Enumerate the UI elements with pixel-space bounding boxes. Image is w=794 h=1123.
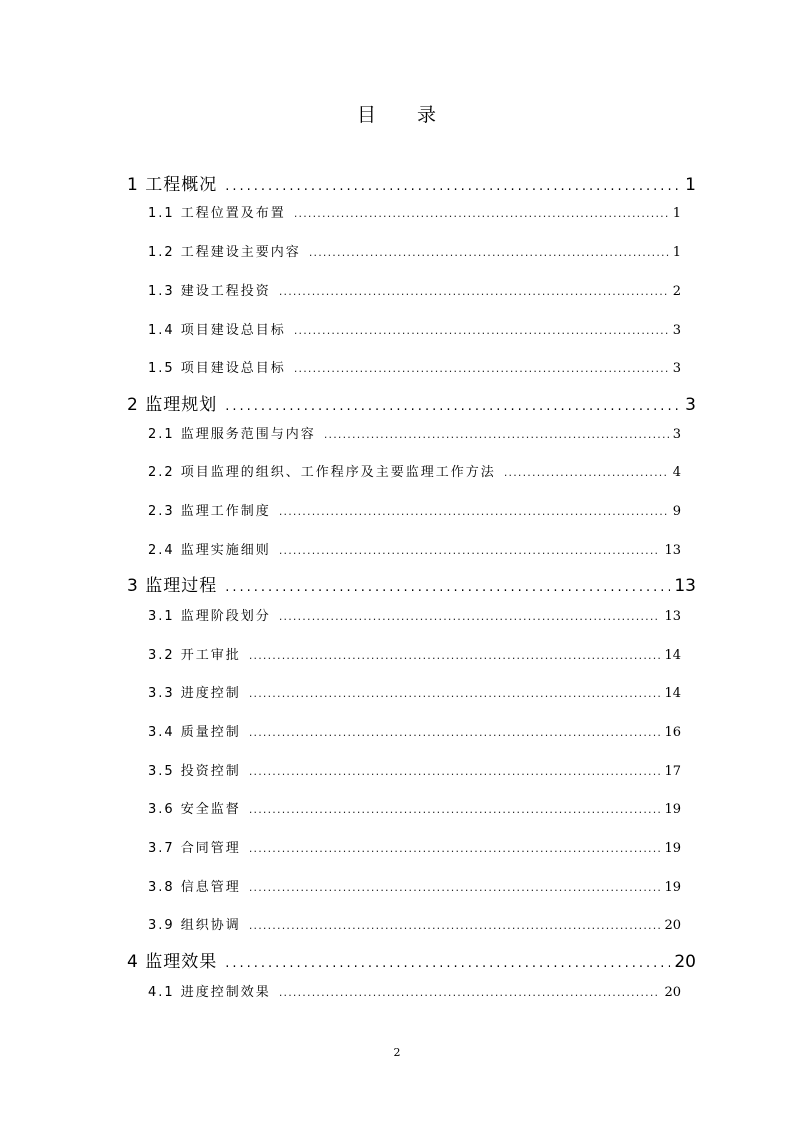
- toc-entry[interactable]: [148, 280, 681, 299]
- toc-entry[interactable]: [148, 319, 681, 338]
- toc-label: 2.3 监理工作制度: [148, 504, 271, 519]
- toc-label: 1.2 工程建设主要内容: [148, 245, 301, 260]
- toc-label: 1.3 建设工程投资: [148, 284, 271, 299]
- toc-page-number: 17: [664, 764, 681, 779]
- toc-label: 1.5 项目建设总目标: [148, 361, 286, 376]
- toc-label: 1.1 工程位置及布置: [148, 206, 286, 221]
- toc-page-number: 13: [664, 609, 681, 624]
- toc-page-number: 20: [674, 952, 696, 972]
- toc-entry[interactable]: [148, 721, 681, 740]
- toc-leader: [225, 956, 670, 971]
- toc-page-number: 19: [664, 880, 681, 895]
- toc-page-number: 14: [664, 686, 681, 701]
- toc-leader: [504, 466, 669, 479]
- toc-leader: [249, 765, 661, 778]
- toc-entry[interactable]: [148, 539, 681, 558]
- toc-page-number: 20: [664, 918, 681, 933]
- toc-label: 2 监理规划: [127, 395, 218, 415]
- toc-leader: [249, 687, 661, 700]
- toc-leader: [324, 428, 669, 441]
- toc-leader: [249, 649, 661, 662]
- toc-label: 3.5 投资控制: [148, 764, 241, 779]
- toc-page-number: 1: [672, 245, 681, 260]
- toc-page-number: 16: [664, 725, 681, 740]
- toc-entry[interactable]: [127, 390, 696, 415]
- toc-leader: [249, 726, 661, 739]
- toc-label: 4 监理效果: [127, 952, 218, 972]
- title-char-1: 目: [356, 104, 377, 126]
- toc-leader: [294, 324, 669, 337]
- toc-entry[interactable]: [148, 798, 681, 817]
- toc-entry[interactable]: [148, 461, 681, 480]
- toc-entry[interactable]: [148, 876, 681, 895]
- toc-page-number: 4: [672, 465, 681, 480]
- page-number-footer: 2: [393, 1046, 401, 1059]
- toc-label: 4.1 进度控制效果: [148, 985, 271, 1000]
- toc-page-number: 3: [672, 427, 681, 442]
- toc-label: 3 监理过程: [127, 576, 218, 596]
- toc-page-number: 14: [664, 648, 681, 663]
- toc-page-number: 3: [672, 323, 681, 338]
- toc-entry[interactable]: [127, 947, 696, 972]
- toc-leader: [249, 803, 661, 816]
- toc-leader: [279, 610, 661, 623]
- toc-leader: [279, 285, 669, 298]
- toc-page-number: 3: [685, 395, 696, 415]
- toc-page-number: 9: [672, 504, 681, 519]
- toc-leader: [309, 246, 669, 259]
- toc-page-number: 13: [664, 543, 681, 558]
- toc-entry[interactable]: [127, 170, 696, 195]
- toc-label: 3.8 信息管理: [148, 880, 241, 895]
- toc-leader: [279, 986, 661, 999]
- toc-entry[interactable]: [148, 423, 681, 442]
- toc-page-number: 13: [674, 576, 696, 596]
- toc-label: 2.4 监理实施细则: [148, 543, 271, 558]
- toc-label: 2.1 监理服务范围与内容: [148, 427, 316, 442]
- toc-leader: [279, 505, 669, 518]
- toc-entry[interactable]: [148, 682, 681, 701]
- toc-leader: [294, 207, 669, 220]
- toc-entry[interactable]: [148, 241, 681, 260]
- toc-label: 3.7 合同管理: [148, 841, 241, 856]
- toc-entry[interactable]: [148, 837, 681, 856]
- toc-entry[interactable]: [148, 760, 681, 779]
- toc-label: 2.2 项目监理的组织、工作程序及主要监理工作方法: [148, 465, 496, 480]
- toc-entry[interactable]: [148, 644, 681, 663]
- toc-page-number: 1: [672, 206, 681, 221]
- toc-entry[interactable]: [148, 500, 681, 519]
- toc-leader: [225, 399, 681, 414]
- toc-label: 1.4 项目建设总目标: [148, 323, 286, 338]
- toc-leader: [225, 179, 681, 194]
- page-title: [0, 100, 794, 127]
- toc-label: 3.4 质量控制: [148, 725, 241, 740]
- toc-leader: [294, 362, 669, 375]
- toc-page-number: 2: [672, 284, 681, 299]
- toc-page-number: 19: [664, 841, 681, 856]
- toc-page-number: 3: [672, 361, 681, 376]
- toc-entry[interactable]: [148, 914, 681, 933]
- toc-entry[interactable]: [148, 605, 681, 624]
- toc-entry[interactable]: [127, 571, 696, 596]
- title-char-2: 录: [417, 104, 438, 126]
- toc-entry[interactable]: [148, 357, 681, 376]
- toc-label: 3.1 监理阶段划分: [148, 609, 271, 624]
- toc-label: 1 工程概况: [127, 175, 218, 195]
- toc-label: 3.3 进度控制: [148, 686, 241, 701]
- toc-page-number: 1: [685, 175, 696, 195]
- toc-leader: [225, 580, 670, 595]
- toc-label: 3.6 安全监督: [148, 802, 241, 817]
- toc-label: 3.9 组织协调: [148, 918, 241, 933]
- toc-label: 3.2 开工审批: [148, 648, 241, 663]
- toc-leader: [249, 919, 661, 932]
- toc-leader: [249, 881, 661, 894]
- toc-leader: [249, 842, 661, 855]
- toc-page-number: 20: [664, 985, 681, 1000]
- toc-page-number: 19: [664, 802, 681, 817]
- toc-entry[interactable]: [148, 981, 681, 1000]
- toc-leader: [279, 544, 661, 557]
- toc-entry[interactable]: [148, 202, 681, 221]
